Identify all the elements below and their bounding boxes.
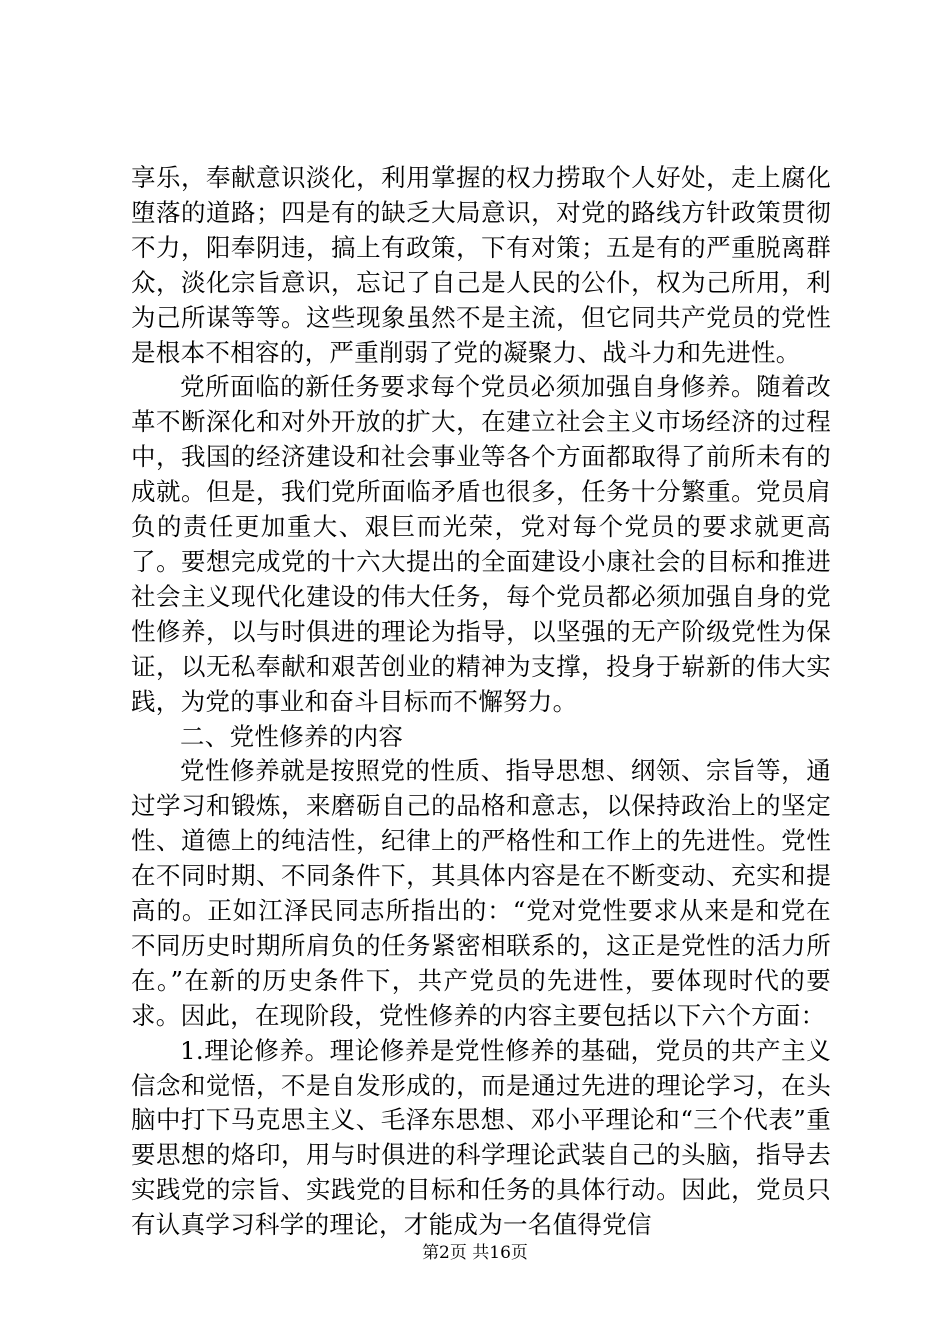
paragraph-continuation: 享乐，奉献意识淡化，利用掌握的权力捞取个人好处，走上腐化堕落的道路；四是有的缺乏大局意识，对党的路线方针政策贯彻不力，阳奉阴违，搞上有政策，下有对策；五是有的严重脱离群众，淡化宗旨意识，忘记了自己是人民的公仆，权为己所用，利为己所谋等等。这些现象虽然不是主流，但它同共产党员的党性是根本不相容的，严重削弱了党的凝聚力、战斗力和先进性。 (131, 163, 831, 367)
paragraph-content-definition: 党性修养就是按照党的性质、指导思想、纲领、宗旨等，通过学习和锻炼，来磨砺自己的品格和意志，以保持政治上的坚定性、道德上的纯洁性，纪律上的严格性和工作上的先进性。党性在不同时期、不同条件下，其具体内容是在不断变动、充实和提高的。正如江泽民同志所指出的：“党对党性要求从来是和党在不同历史时期所肩负的任务紧密相联系的，这正是党性的活力所在。”在新的历史条件下，共产党员的先进性，要体现时代的要求。因此，在现阶段，党性修养的内容主要包括以下六个方面： (131, 756, 831, 1030)
section-heading: 二、党性修养的内容 (180, 721, 404, 751)
paragraph-theory-cultivation: 1.理论修养。理论修养是党性修养的基础，党员的共产主义信念和觉悟，不是自发形成的，而是通过先进的理论学习，在头脑中打下马克思主义、毛泽东思想、邓小平理论和“三个代表”重要思想的烙印，用与时俱进的科学理论武装自己的头脑，指导去实践党的宗旨、实践党的目标和任务的具体行动。因此，党员只有认真学习科学的理论，才能成为一名值得党信 (131, 1035, 831, 1240)
paragraph-new-tasks: 党所面临的新任务要求每个党员必须加强自身修养。随着改革不断深化和对外开放的扩大，在建立社会主义市场经济的过程中，我国的经济建设和社会事业等各个方面都取得了前所未有的成就。但是，我们党所面临矛盾也很多，任务十分繁重。党员肩负的责任更加重大、艰巨而光荣，党对每个党员的要求就更高了。要想完成党的十六大提出的全面建设小康社会的目标和推进社会主义现代化建设的伟大任务，每个党员都必须加强自身的党性修养，以与时俱进的理论为指导，以坚强的无产阶级党性为保证，以无私奉献和艰苦创业的精神为支撑，投身于崭新的伟大实践，为党的事业和奋斗目标而不懈努力。 (131, 372, 831, 716)
page-footer: 第2页 共16页 (422, 1243, 528, 1263)
document-body (131, 161, 831, 1243)
